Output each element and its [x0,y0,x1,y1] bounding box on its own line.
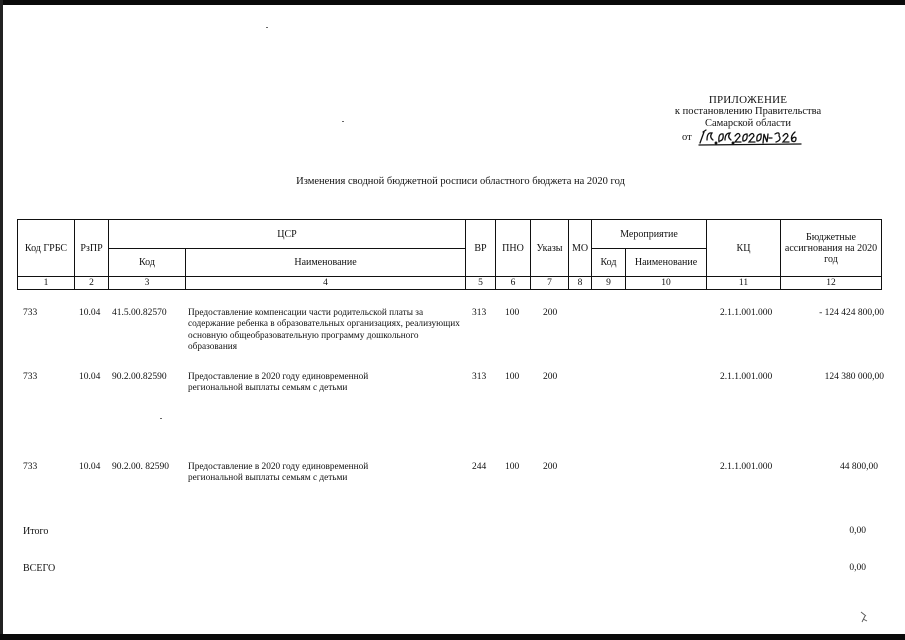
cell-rzpr: 10.04 [79,308,101,318]
column-number: 7 [531,277,569,290]
column-number: 6 [496,277,531,290]
itogo-label: Итого [23,526,49,537]
header-csr: ЦСР [109,220,466,249]
header-meropriyatie: Мероприятие [592,220,707,249]
appendix-from-label: от [682,132,692,143]
header-ukazy: Указы [531,220,569,277]
header-csr-kod: Код [109,249,186,277]
cell-vr: 313 [472,308,487,318]
column-number: 8 [569,277,592,290]
column-number: 9 [592,277,626,290]
cell-name: Предоставление в 2020 году единовременной региональной выплаты семьям с детьми [188,462,369,484]
cell-ukazy: 200 [543,308,558,318]
cell-ukazy: 200 [543,462,558,472]
cell-kc: 2.1.1.001.000 [720,462,773,472]
cell-sum: 124 380 000,00 [824,372,884,382]
appendix-block [640,94,856,144]
appendix-line-2: Самарской области [705,118,791,129]
cell-rzpr: 10.04 [79,462,101,472]
scan-speck [160,418,162,419]
header-mo: МО [569,220,592,277]
column-number: 2 [75,277,109,290]
column-number: 1 [18,277,75,290]
cell-csr: 90.2.00.82590 [112,372,167,382]
header-csr-name: Наименование [186,249,466,277]
cell-name: Предоставление компенсации части родительской платы за содержание ребенка в образовательных организациях, реализующих основную общеобразовательную программу дошкольного образования [188,308,460,352]
header-kc: КЦ [707,220,781,277]
table-header [17,219,882,290]
scan-edge-top [0,0,905,5]
cell-pno: 100 [505,462,520,472]
cell-pno: 100 [505,308,520,318]
cell-csr: 90.2.00. 82590 [112,462,169,472]
scan-edge-left [0,0,3,640]
header-budget: Бюджетные ассигнования на 2020 год [781,220,882,277]
cell-name: Предоставление в 2020 году единовременной региональной выплаты семьям с детьми [188,372,369,394]
cell-rzpr: 10.04 [79,372,101,382]
scan-speck [266,27,268,28]
document-title: Изменения сводной бюджетной росписи областного бюджета на 2020 год [296,176,625,187]
cell-vr: 244 [472,462,487,472]
header-mer-name: Наименование [626,249,707,277]
handwritten-date-number [697,128,807,146]
column-number: 5 [466,277,496,290]
cell-grbs: 733 [23,372,38,382]
scan-mark [858,610,870,626]
header-kod-grbs: Код ГРБС [18,220,75,277]
appendix-title: ПРИЛОЖЕНИЕ [708,94,788,106]
header-pno: ПНО [496,220,531,277]
column-number: 3 [109,277,186,290]
cell-sum: - 124 424 800,00 [819,308,884,318]
scan-edge-bottom [0,634,905,640]
vsego-label: ВСЕГО [23,563,56,574]
cell-grbs: 733 [23,308,38,318]
cell-csr: 41.5.00.82570 [112,308,167,318]
column-number: 11 [707,277,781,290]
cell-kc: 2.1.1.001.000 [720,372,773,382]
appendix-date-line [640,130,856,144]
header-rzpr: РзПР [75,220,109,277]
column-number: 12 [781,277,882,290]
scan-speck [342,121,344,122]
cell-sum: 44 800,00 [840,462,878,472]
vsego-value: 0,00 [849,563,866,573]
cell-ukazy: 200 [543,372,558,382]
cell-vr: 313 [472,372,487,382]
itogo-value: 0,00 [849,526,866,536]
appendix-line-1: к постановлению Правительства [674,106,822,117]
cell-pno: 100 [505,372,520,382]
header-vr: ВР [466,220,496,277]
cell-grbs: 733 [23,462,38,472]
column-number: 10 [626,277,707,290]
header-mer-kod: Код [592,249,626,277]
cell-kc: 2.1.1.001.000 [720,308,773,318]
column-number: 4 [186,277,466,290]
